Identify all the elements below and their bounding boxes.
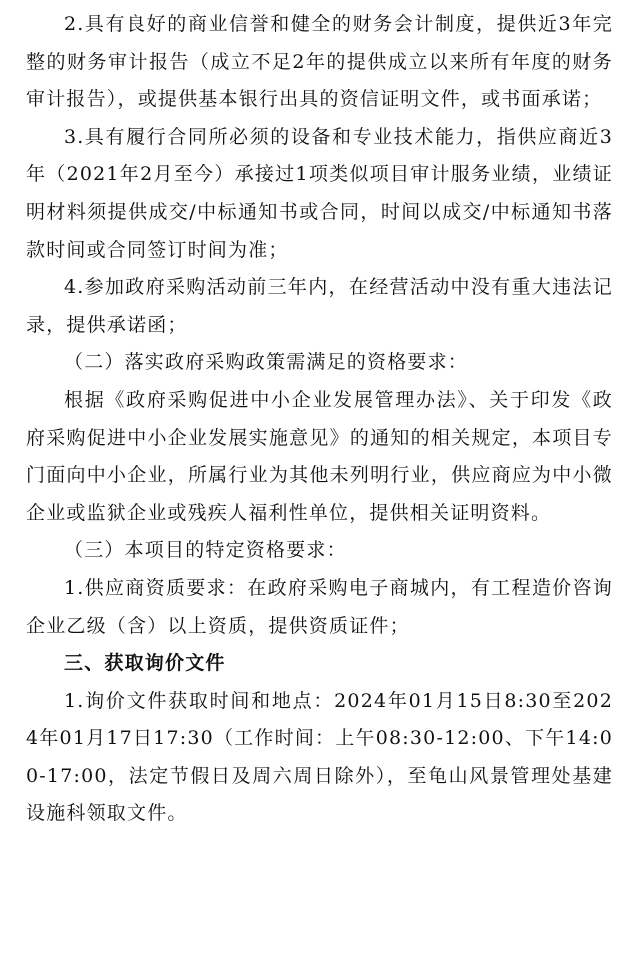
section-heading-policy-requirements: （二）落实政府采购政策需满足的资格要求： xyxy=(64,351,469,374)
paragraph-qualification-4: 4.参加政府采购活动前三年内，在经营活动中没有重大违法记录，提供承诺函； xyxy=(26,276,613,336)
paragraph-qualification-2: 2.具有良好的商业信誉和健全的财务会计制度，提供近3年完整的财务审计报告（成立不足2年的提供成立以来所有年度的财务审计报告），或提供基本银行出具的资信证明文件，或书面承诺； xyxy=(26,13,613,111)
paragraph-supplier-qualification: 1.供应商资质要求：在政府采购电子商城内，有工程造价咨询企业乙级（含）以上资质，提供资质证件； xyxy=(26,576,613,637)
paragraph-sme-policy: 根据《政府采购促进中小企业发展管理办法》、关于印发《政府采购促进中小企业发展实施意见》的通知的相关规定，本项目专门面向中小企业，所属行业为其他未列明行业，供应商应为中小微企业或监狱企业或残疾人福利性单位，提供相关证明资料。 xyxy=(26,388,613,524)
paragraph-qualification-3: 3.具有履行合同所必须的设备和专业技术能力，指供应商近3年（2021年2月至今）承接过1项类似项目审计服务业绩，业绩证明材料须提供成交/中标通知书或合同，时间以成交/中标通知书落款时间或合同签订时间为准； xyxy=(26,125,613,261)
section-heading-obtain-documents: 三、获取询价文件 xyxy=(64,652,226,675)
paragraph-document-time-place: 1.询价文件获取时间和地点：2024年01月15日8:30至2024年01月17日17:30（工作时间：上午08:30-12:00、下午14:00-17:00，法定节假日及周六周日除外），至龟山风景管理处基建设施科领取文件。 xyxy=(26,689,613,825)
section-heading-specific-requirements: （三）本项目的特定资格要求： xyxy=(64,539,347,562)
